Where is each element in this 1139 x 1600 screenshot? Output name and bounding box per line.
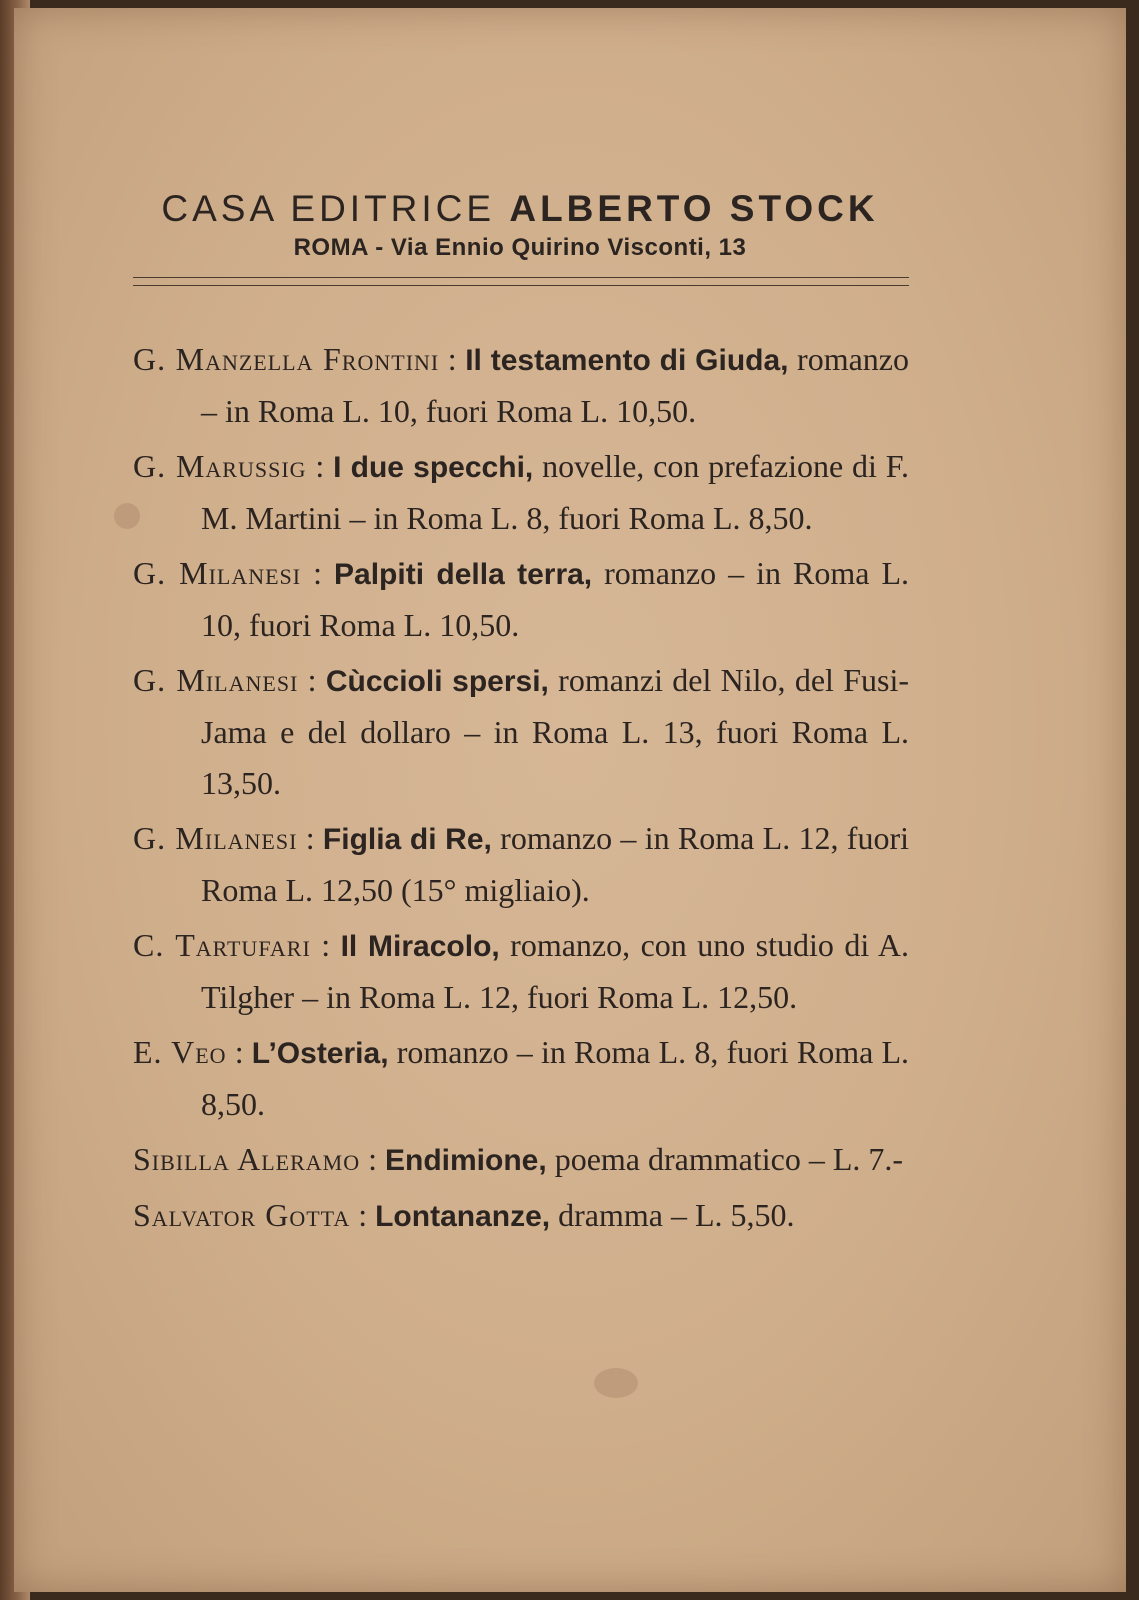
catalog-entry <box>133 1190 909 1242</box>
entry-author: E. Veo <box>133 1034 227 1070</box>
entry-author: G. Milanesi <box>133 820 298 856</box>
catalog-entry <box>133 655 909 809</box>
entry-separator: : <box>226 1034 252 1070</box>
entry-separator: : <box>297 820 323 856</box>
catalog-list <box>133 334 909 1246</box>
entry-author: G. Marussig <box>133 448 307 484</box>
header-double-rule <box>133 277 909 286</box>
publisher-label: CASA EDITRICE <box>161 188 510 229</box>
catalog-entry <box>133 1134 909 1186</box>
publisher-name-line <box>132 188 908 230</box>
publisher-name: ALBERTO STOCK <box>509 188 879 229</box>
entry-title: I due specchi, <box>333 451 534 484</box>
entry-author: G. Manzella Frontini <box>133 341 440 377</box>
entry-separator: : <box>350 1197 376 1233</box>
entry-separator: : <box>439 341 466 377</box>
paper-stain <box>594 1368 638 1398</box>
entry-details: dramma – L. 5,50. <box>550 1197 795 1233</box>
entry-title: L’Osteria, <box>251 1037 389 1070</box>
catalog-entry <box>133 334 909 437</box>
entry-details: romanzo, con uno studio di A. Tilgher – in Roma L. 12, fuori Roma L. 12,50. <box>201 927 910 1015</box>
entry-details: romanzo – in Roma L. 8, fuori Roma L. 8,50. <box>201 1034 910 1122</box>
entry-separator: : <box>298 662 326 698</box>
entry-details: romanzo – in Roma L. 10, fuori Roma L. 10,50. <box>201 341 909 429</box>
entry-title: Cùccioli spersi, <box>325 665 549 698</box>
entry-author: G. Milanesi <box>133 662 299 698</box>
catalog-entry <box>133 441 909 544</box>
entry-title: Lontananze, <box>375 1200 551 1233</box>
entry-details: novelle, con prefazione di F. M. Martini – in Roma L. 8, fuori Roma L. 8,50. <box>201 448 910 536</box>
entry-author: Salvator Gotta <box>133 1197 351 1233</box>
catalog-entry <box>133 813 909 916</box>
publisher-header <box>132 188 908 262</box>
entry-title: Figlia di Re, <box>322 823 492 856</box>
entry-separator: : <box>301 555 335 591</box>
entry-details: poema drammatico – L. 7.- <box>546 1141 904 1177</box>
entry-separator: : <box>306 448 334 484</box>
entry-title: Endimione, <box>385 1144 547 1177</box>
entry-author: G. Milanesi <box>133 555 302 591</box>
catalog-entry <box>133 548 909 651</box>
entry-title: Il testamento di Giuda, <box>465 344 789 377</box>
entry-title: Palpiti della terra, <box>334 558 593 591</box>
publisher-address: ROMA - Via Ennio Quirino Visconti, 13 <box>293 234 747 261</box>
entry-details: romanzi del Nilo, del Fusi-Jama e del dollaro – in Roma L. 13, fuori Roma L. 13,50. <box>201 662 909 801</box>
entry-details: romanzo – in Roma L. 10, fuori Roma L. 10,50. <box>201 555 910 643</box>
entry-separator: : <box>310 927 341 963</box>
entry-title: Il Miracolo, <box>340 930 500 963</box>
entry-author: C. Tartufari <box>133 927 311 963</box>
catalog-entry <box>133 1027 909 1130</box>
catalog-entry <box>133 920 909 1023</box>
entry-author: Sibilla Aleramo <box>133 1141 361 1177</box>
entry-details: romanzo – in Roma L. 12, fuori Roma L. 12,50 (15° migliaio). <box>201 820 910 908</box>
entry-separator: : <box>360 1141 386 1177</box>
